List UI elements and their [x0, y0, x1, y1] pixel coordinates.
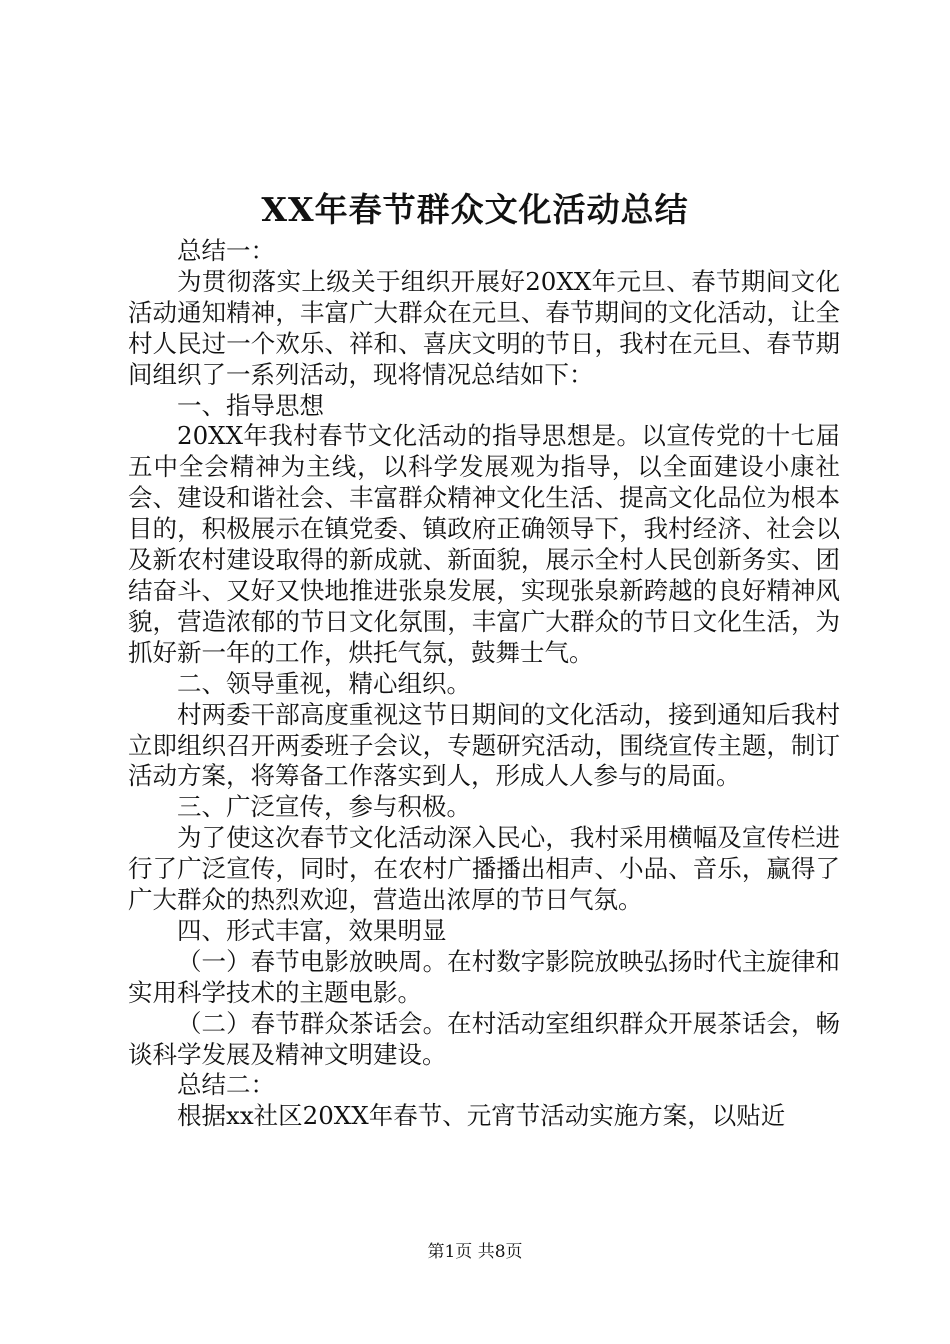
- page-footer: 第1页 共8页: [427, 1242, 523, 1262]
- document-body: [128, 236, 840, 1132]
- paragraph: 四、形式丰富，效果明显: [177, 915, 447, 945]
- paragraph: 根据xx社区20XX年春节、元宵节活动实施方案，以贴近: [177, 1101, 786, 1131]
- paragraph: 20XX年我村春节文化活动的指导思想是。以宣传党的十七届五中全会精神为主线，以科学发展观为指导，以全面建设小康社会、建设和谐社会、丰富群众精神文化生活、提高文化品位为根本目的，积极展示在镇党委、镇政府正确领导下，我村经济、社会以及新农村建设取得的新成就、新面貌，展示全村人民创新务实、团结奋斗、又好又快地推进张泉发展，实现张泉新跨越的良好精神风貌，营造浓郁的节日文化氛围，丰富广大群众的节日文化生活，为抓好新一年的工作，烘托气氛，鼓舞士气。: [128, 421, 840, 667]
- paragraph: （一）春节电影放映周。在村数字影院放映弘扬时代主旋律和实用科学技术的主题电影。: [128, 946, 840, 1007]
- paragraph: 总结一：: [177, 236, 275, 265]
- document-title: XX年春节群众文化活动总结: [261, 190, 689, 229]
- paragraph: 一、指导思想: [177, 390, 324, 420]
- paragraph: 三、广泛宣传，参与积极。: [177, 792, 471, 822]
- paragraph: 为贯彻落实上级关于组织开展好20XX年元旦、春节期间文化活动通知精神，丰富广大群众在元旦、春节期间的文化活动，让全村人民过一个欢乐、祥和、喜庆文明的节日，我村在元旦、春节期间组织了一系列活动，现将情况总结如下：: [128, 266, 840, 389]
- paragraph: 村两委干部高度重视这节日期间的文化活动，接到通知后我村立即组织召开两委班子会议，专题研究活动，围绕宣传主题，制订活动方案，将筹备工作落实到人，形成人人参与的局面。: [128, 699, 840, 791]
- paragraph: （二）春节群众茶话会。在村活动室组织群众开展茶话会，畅谈科学发展及精神文明建设。: [128, 1008, 840, 1069]
- paragraph: 为了使这次春节文化活动深入民心，我村采用横幅及宣传栏进行了广泛宣传，同时，在农村广播播出相声、小品、音乐，赢得了广大群众的热烈欢迎，营造出浓厚的节日气氛。: [128, 823, 840, 915]
- paragraph: 二、领导重视，精心组织。: [177, 668, 471, 698]
- paragraph: 总结二：: [177, 1070, 275, 1100]
